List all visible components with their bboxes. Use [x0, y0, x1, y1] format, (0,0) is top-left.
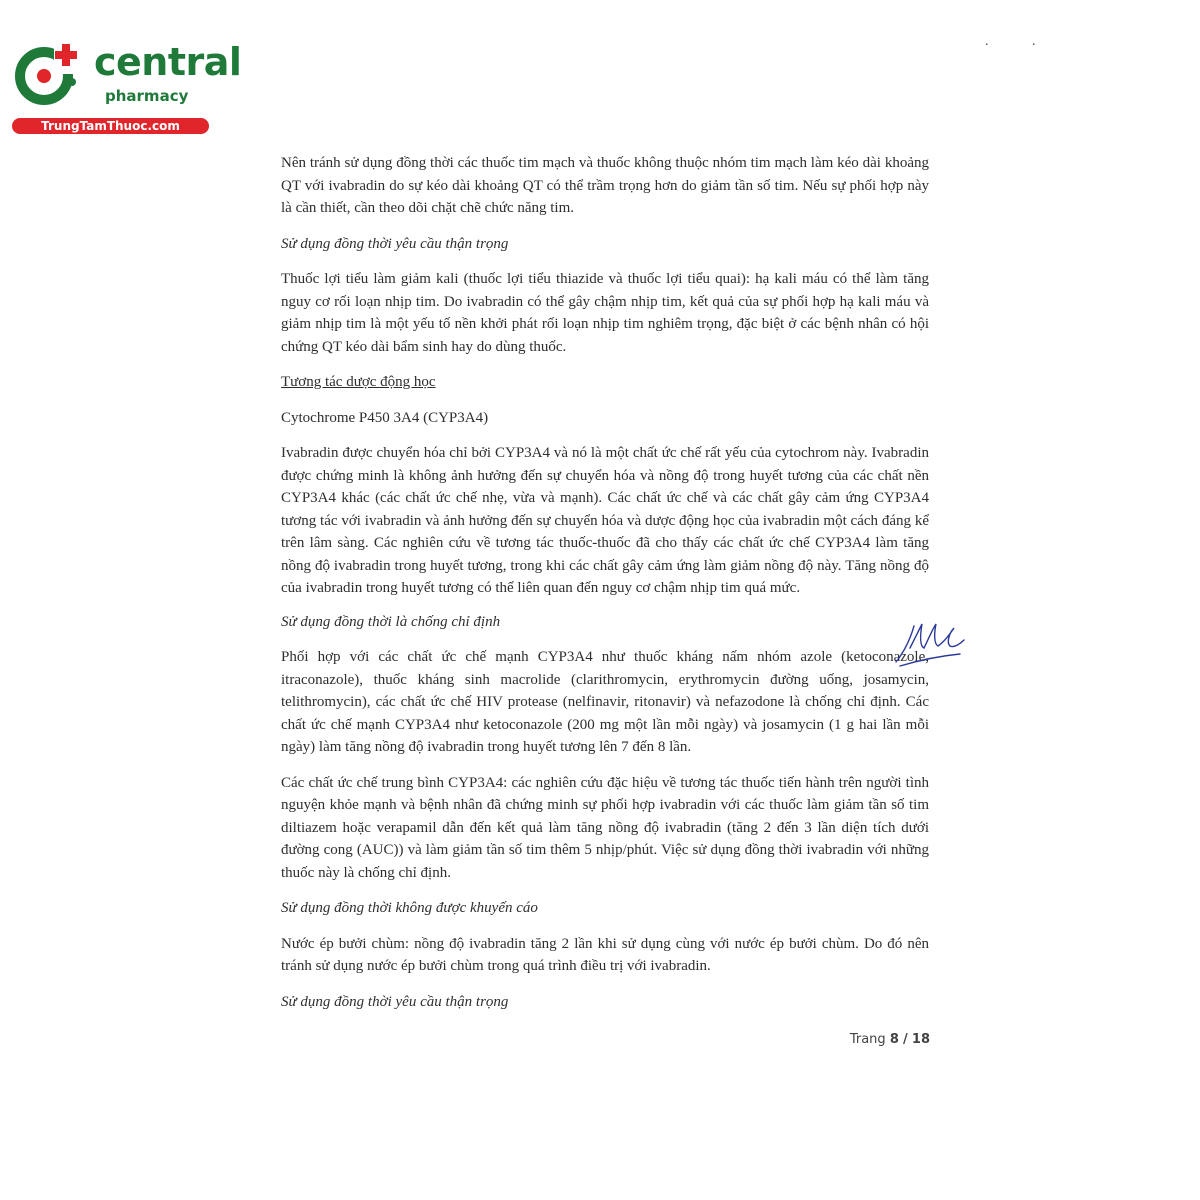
- logo-url-banner[interactable]: TrungTamThuoc.com: [12, 118, 209, 134]
- paragraph-diuretics: Thuốc lợi tiểu làm giảm kali (thuốc lợi tiểu thiazide và thuốc lợi tiểu quai): hạ kali máu có thể làm tăng nguy cơ rối loạn nhịp tim. Do ivabradin có thể gây chậm nhịp tim, kết quả của sự phối hợp hạ kali máu và giảm nhịp tim là một yếu tố nền khởi phát rối loạn nhịp tim nghiêm trọng, đặc biệt ở các bệnh nhân có hội chứng QT kéo dài bẩm sinh hay do dùng thuốc.: [281, 271, 929, 355]
- page-separator: /: [903, 1032, 908, 1047]
- scan-marks: . .: [985, 34, 1056, 49]
- logo-subtitle: pharmacy: [105, 87, 189, 105]
- paragraph-cyp3a4-metabolism: Ivabradin được chuyển hóa chỉ bởi CYP3A4 và nó là một chất ức chế rất yếu của cytochrom này. Ivabradin được chứng minh là không ảnh hưởng đến sự chuyển hóa và nồng độ trong huyết tương của các chất nền CYP3A4 khác (các chất ức chế nhẹ, vừa và mạnh). Các chất ức chế và các chất gây cảm ứng CYP3A4 tương tác với ivabradin và ảnh hưởng đến sự chuyển hóa và dược động học của ivabradin một cách đáng kể trên lâm sàng. Các nghiên cứu về tương tác thuốc-thuốc đã cho thấy các chất ức chế CYP3A4 làm tăng nồng độ ivabradin trong huyết tương, trong khi các chất gây cảm ứng làm giảm nồng độ này. Tăng nồng độ của ivabradin trong huyết tương có thể liên quan đến nguy cơ chậm nhịp tim quá mức.: [281, 445, 929, 596]
- page-total: 18: [911, 1032, 930, 1047]
- paragraph-grapefruit: Nước ép bưởi chùm: nồng độ ivabradin tăng 2 lần khi sử dụng cùng với nước ép bưởi chùm. Do đó nên tránh sử dụng nước ép bưởi chùm trong quá trình điều trị với ivabradin.: [281, 935, 929, 974]
- subheading-contraindicated: Sử dụng đồng thời là chống chỉ định: [281, 613, 501, 630]
- page-number: [820, 1032, 930, 1047]
- subheading-not-recommended: Sử dụng đồng thời không được khuyến cáo: [281, 900, 538, 916]
- paragraph-strong-inhibitors: Phối hợp với các chất ức chế mạnh CYP3A4 như thuốc kháng nấm nhóm azole (ketoconazole, itraconazole), thuốc kháng sinh macrolide (clarithromycin, erythromycin đường uống, josamycin, telithromycin), các chất ức chế HIV protease (nelfinavir, ritonavir) và nefazodone là chống chỉ định. Các chất ức chế mạnh CYP3A4 như ketoconazole (200 mg một lần mỗi ngày) và josamycin (1 g hai lần mỗi ngày) làm tăng nồng độ ivabradin trong huyết tương lên 7 đến 8 lần.: [281, 649, 929, 755]
- subheading-cyp3a4: Cytochrome P450 3A4 (CYP3A4): [281, 409, 489, 426]
- handwritten-initials-icon: [890, 618, 970, 670]
- subheading-caution-1: Sử dụng đồng thời yêu cầu thận trọng: [281, 235, 509, 252]
- paragraph-moderate-inhibitors: Các chất ức chế trung bình CYP3A4: các nghiên cứu đặc hiệu về tương tác thuốc tiến hành trên người tình nguyện khỏe mạnh và bệnh nhân đã chứng minh sự phối hợp ivabradin với các thuốc làm giảm tần số tim diltiazem hoặc verapamil dẫn đến kết quả làm tăng nồng độ ivabradin (tăng 2 đến 3 lần diện tích dưới đường cong (AUC)) và làm giảm tần số tim thêm 5 nhịp/phút. Việc sử dụng đồng thời ivabradin với những thuốc này là chống chỉ định.: [281, 774, 929, 881]
- paragraph-qt-interaction: Nên tránh sử dụng đồng thời các thuốc tim mạch và thuốc không thuộc nhóm tim mạch làm kéo dài khoảng QT với ivabradin do sự kéo dài khoảng QT có thể trầm trọng hơn do giảm tần số tim. Nếu sự phối hợp này là cần thiết, cần theo dõi chặt chẽ chức năng tim.: [281, 155, 929, 216]
- document-body: [281, 152, 929, 1013]
- section-heading-pharmacokinetics: Tương tác dược động học: [281, 374, 436, 390]
- page-current: 8: [889, 1032, 899, 1047]
- pharmacy-logo-icon: [10, 38, 84, 112]
- logo-name: central: [94, 40, 242, 84]
- subheading-caution-2: Sử dụng đồng thời yêu cầu thận trọng: [281, 993, 509, 1010]
- page-label: Trang: [849, 1032, 886, 1047]
- central-pharmacy-logo[interactable]: [10, 38, 242, 138]
